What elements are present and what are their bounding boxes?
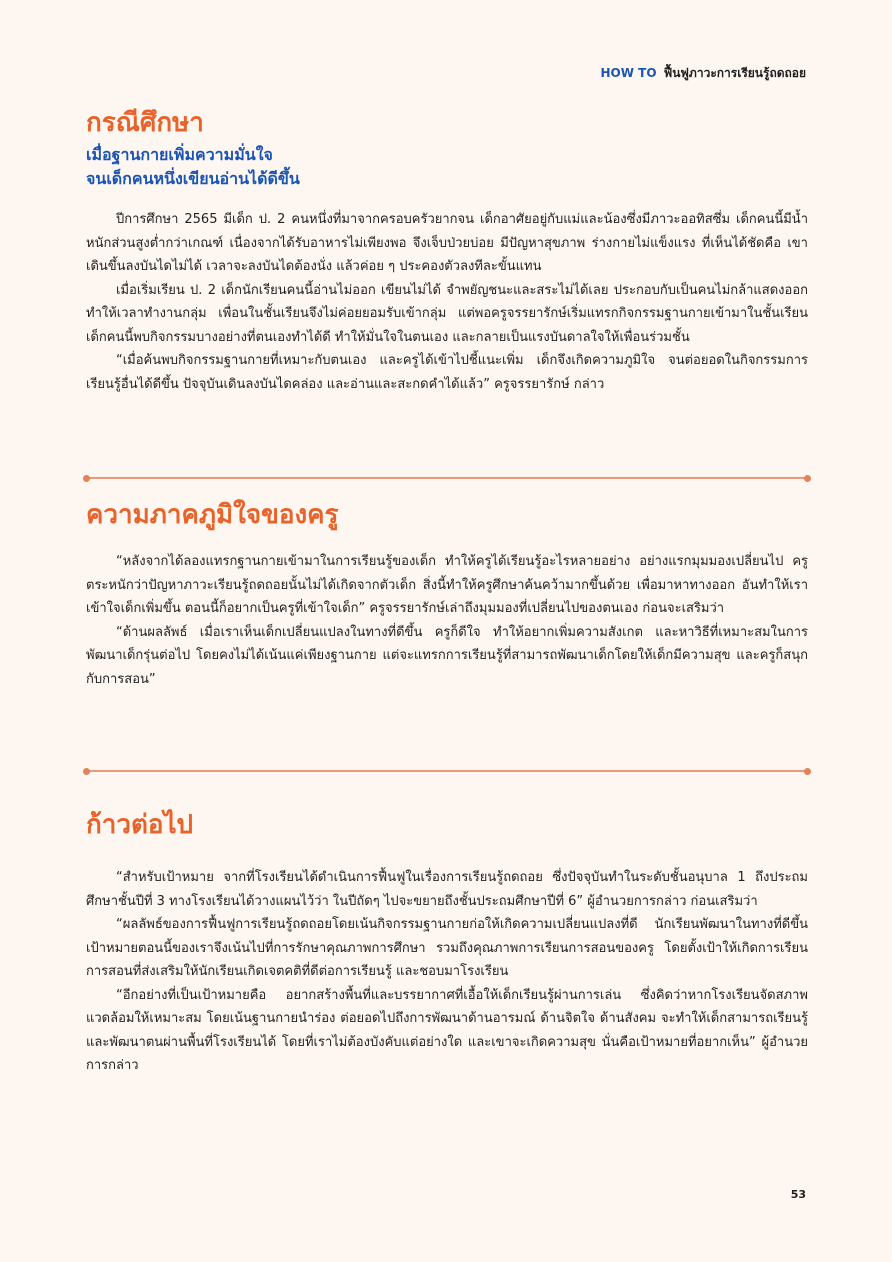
teacher-pride-title: ความภาคภูมิใจของครู xyxy=(86,500,339,530)
divider-dot xyxy=(83,475,90,482)
case-study-subtitle-line1: เมื่อฐานกายเพิ่มความมั่นใจ xyxy=(86,145,273,164)
case-study-body xyxy=(86,208,808,396)
teacher-pride-body xyxy=(86,550,808,691)
running-header-title: ฟื้นฟูภาวะการเรียนรู้ถดถอย xyxy=(663,66,806,80)
section-divider xyxy=(86,477,808,479)
case-study-paragraph: เมื่อเริ่มเรียน ป. 2 เด็กนักเรียนคนนี้อ่านไม่ออก เขียนไม่ได้ จำพยัญชนะและสระไม่ได้เลย ประกอบกับเป็นคนไม่กล้าแสดงออก ทำให้เวลาทำงานกลุ่ม เพื่อนในชั้นเรียนจึงไม่ค่อยยอมรับเข้ากลุ่ม แต่พอครูจรรยารักษ์เริ่มแทรกกิจกรรมฐานกายเข้ามาในชั้นเรียน เด็กคนนี้พบกิจกรรมบางอย่างที่ตนเองทำได้ดี ทำให้มั่นใจในตนเอง และกลายเป็นแรงบันดาลใจให้เพื่อนร่วมชั้น xyxy=(86,282,808,345)
case-study-paragraph: “เมื่อค้นพบกิจกรรมฐานกายที่เหมาะกับตนเอง และครูได้เข้าไปชี้แนะเพิ่ม เด็กจึงเกิดความภูมิใจ จนต่อยอดในกิจกรรมการเรียนรู้อื่นได้ดีขึ้น ปัจจุบันเดินลงบันไดคล่อง และอ่านและสะกดคำได้แล้ว” ครูจรรยารักษ์ กล่าว xyxy=(86,353,808,392)
running-header-how-to: HOW TO xyxy=(600,66,657,80)
teacher-pride-paragraph: “ด้านผลลัพธ์ เมื่อเราเห็นเด็กเปลี่ยนแปลงในทางที่ดีขึ้น ครูก็ดีใจ ทำให้อยากเพิ่มความสังเกต และหาวิธีที่เหมาะสมในการพัฒนาเด็กรุ่นต่อไป โดยคงไม่ได้เน้นแค่เพียงฐานกาย แต่จะแทรกการเรียนรู้ที่สามารถพัฒนาเด็กโดยให้เด็กมีความสุข และครูก็สนุกกับการสอน” xyxy=(86,624,808,687)
divider-dot xyxy=(83,768,90,775)
case-study-subtitle-line2: จนเด็กคนหนึ่งเขียนอ่านได้ดีขึ้น xyxy=(86,169,300,188)
next-steps-paragraph: “อีกอย่างที่เป็นเป้าหมายคือ อยากสร้างพื้นที่และบรรยากาศที่เอื้อให้เด็กเรียนรู้ผ่านการเล่น ซึ่งคิดว่าหากโรงเรียนจัดสภาพแวดล้อมให้เหมาะสม โดยเน้นฐานกายนำร่อง ต่อยอดไปถึงการพัฒนาด้านอารมณ์ ด้านจิตใจ ด้านสังคม จะทำให้เด็กสามารถเรียนรู้และพัฒนาตนผ่านพื้นที่โรงเรียนได้ โดยที่เราไม่ต้องบังคับแต่อย่างใด และเขาจะเกิดความสุข นั่นคือเป้าหมายที่อยากเห็น” ผู้อำนวยการกล่าว xyxy=(86,987,808,1073)
teacher-pride-paragraph: “หลังจากได้ลองแทรกฐานกายเข้ามาในการเรียนรู้ของเด็ก ทำให้ครูได้เรียนรู้อะไรหลายอย่าง อย่างแรกมุมมองเปลี่ยนไป ครูตระหนักว่าปัญหาภาวะเรียนรู้ถดถอยนั้นไม่ได้เกิดจากตัวเด็ก สิ่งนี้ทำให้ครูศึกษาค้นคว้ามากขึ้นด้วย เพื่อมาหาทางออก อันทำให้เราเข้าใจเด็กเพิ่มขึ้น ตอนนี้ก็อยากเป็นครูที่เข้าใจเด็ก” ครูจรรยารักษ์เล่าถึงมุมมองที่เปลี่ยนไปของตนเอง ก่อนจะเสริมว่า xyxy=(86,554,808,616)
running-header xyxy=(601,64,807,83)
case-study-title: กรณีศึกษา xyxy=(86,108,204,138)
next-steps-title: ก้าวต่อไป xyxy=(86,810,194,840)
divider-dot xyxy=(804,475,811,482)
next-steps-body xyxy=(86,866,808,1078)
next-steps-paragraph: “สำหรับเป้าหมาย จากที่โรงเรียนได้ดำเนินการฟื้นฟูในเรื่องการเรียนรู้ถดถอย ซึ่งปัจจุบันทำในระดับชั้นอนุบาล 1 ถึงประถมศึกษาชั้นปีที่ 3 ทางโรงเรียนได้วางแผนไว้ว่า ในปีถัดๆ ไปจะขยายถึงชั้นประถมศึกษาปีที่ 6” ผู้อำนวยการกล่าว ก่อนเสริมว่า xyxy=(86,870,808,909)
page-number: 53 xyxy=(790,1188,806,1201)
next-steps-paragraph: “ผลลัพธ์ของการฟื้นฟูการเรียนรู้ถดถอยโดยเน้นกิจกรรมฐานกายก่อให้เกิดความเปลี่ยนแปลงที่ดี นักเรียนพัฒนาในทางที่ดีขึ้น เป้าหมายตอนนี้ของเราจึงเน้นไปที่การรักษาคุณภาพการศึกษา รวมถึงคุณภาพการเรียนการสอนของครู โดยตั้งเป้าให้เกิดการเรียนการสอนที่ส่งเสริมให้นักเรียนเกิดเจตคติที่ดีต่อการเรียนรู้ และชอบมาโรงเรียน xyxy=(86,917,808,979)
divider-dot xyxy=(804,768,811,775)
section-divider xyxy=(86,770,808,772)
case-study-paragraph: ปีการศึกษา 2565 มีเด็ก ป. 2 คนหนึ่งที่มาจากครอบครัวยากจน เด็กอาศัยอยู่กับแม่และน้องซึ่งมีภาวะออทิสซึ่ม เด็กคนนี้มีน้ำหนักส่วนสูงต่ำกว่าเกณฑ์ เนื่องจากได้รับอาหารไม่เพียงพอ จึงเจ็บป่วยบ่อย มีปัญหาสุขภาพ ร่างกายไม่แข็งแรง ที่เห็นได้ชัดคือ เขาเดินขึ้นลงบันไดไม่ได้ เวลาจะลงบันไดต้องนั่ง แล้วค่อย ๆ ประคองตัวลงทีละขั้นแทน xyxy=(86,212,808,274)
